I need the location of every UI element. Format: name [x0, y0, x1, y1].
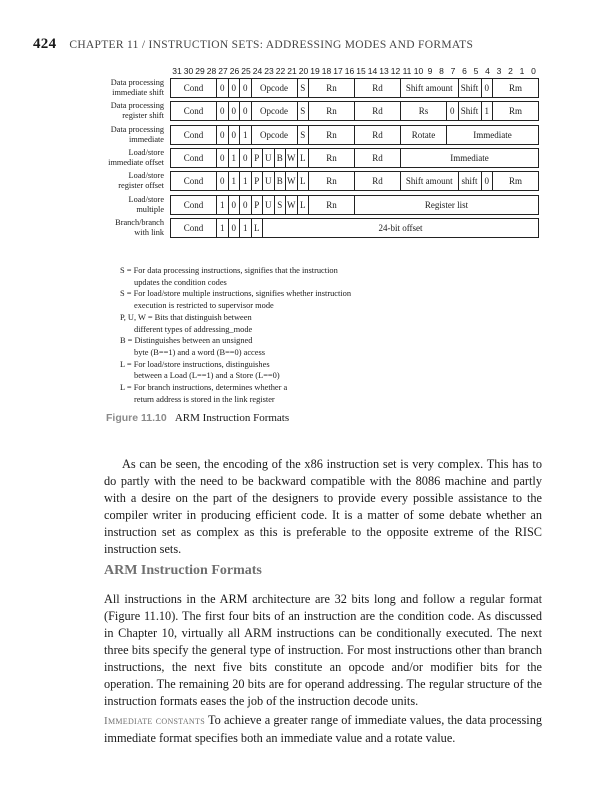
format-field: S	[297, 101, 310, 121]
format-field: 0	[228, 195, 241, 215]
bit-number: 23	[264, 66, 274, 76]
format-field: Rd	[354, 148, 401, 168]
legend-entry: P, U, W = Bits that distinguish between	[120, 312, 252, 322]
body-paragraph-2: All instructions in the ARM architecture are 32 bits long and follow a regular format (Figure 11.10). The first four bits of an instruction are the condition code. As discussed in Chapter 10, virtually all ARM instructions can be conditionally executed. The next three bits specify the general type of instruction. For most instructions other than branch instructions, the next five bits constitute an opcode and/or modifier bits for the operation. The remaining 20 bits are for operand addressing. The regular structure of the instruction formats eases the job of the instruction decode units.	[104, 592, 542, 708]
format-field: U	[262, 195, 275, 215]
bit-number: 5	[473, 66, 479, 76]
format-field: U	[262, 148, 275, 168]
format-field: Opcode	[251, 78, 298, 98]
format-field: 1	[216, 195, 229, 215]
format-field: 1	[239, 218, 252, 238]
format-field: 0	[228, 218, 241, 238]
format-field: Cond	[170, 78, 217, 98]
format-field: 1	[481, 101, 494, 121]
bit-number-ruler	[171, 66, 541, 76]
format-field: 0	[228, 125, 241, 145]
bit-number: 24	[252, 66, 263, 76]
format-fields	[170, 171, 539, 191]
format-field: 0	[216, 125, 229, 145]
format-field: Shift amount	[400, 171, 459, 191]
body-paragraph-1: As can be seen, the encoding of the x86 instruction set is very complex. This has to do partly with the need to be backward compatible with the 8086 machine and partly with a desire on the part of the designers to provide every possible assistance to the compiler writer in producing efficient code. It is a matter of some debate whether an instruction set as complex as this is preferable to the opposite extreme of the RISC instruction sets.	[104, 457, 542, 556]
format-label-line: Data processing	[110, 124, 164, 134]
format-field: Immediate	[446, 125, 539, 145]
format-label-line: Branch/branch	[115, 217, 164, 227]
format-field: Register list	[354, 195, 539, 215]
bit-number: 15	[356, 66, 366, 76]
format-field: Rn	[308, 171, 355, 191]
bit-number: 13	[379, 66, 389, 76]
format-field: Rn	[308, 195, 355, 215]
format-label	[30, 195, 164, 215]
format-label-line: multiple	[136, 204, 164, 214]
legend-entry-continuation: return address is stored in the link register	[134, 394, 275, 404]
format-field: 0	[216, 78, 229, 98]
bit-number: 16	[344, 66, 355, 76]
format-label	[30, 101, 164, 121]
format-field: Rm	[492, 171, 539, 191]
legend-entry: L = For branch instructions, determines whether a	[120, 383, 288, 393]
format-field: Immediate	[400, 148, 539, 168]
bit-number: 10	[413, 66, 424, 76]
format-label	[30, 125, 164, 145]
bit-number: 3	[496, 66, 502, 76]
format-field: 0	[216, 148, 229, 168]
legend-entry: S = For load/store multiple instructions, signifies whether instruction	[120, 289, 352, 299]
bit-number: 21	[287, 66, 297, 76]
format-field: shift	[458, 171, 482, 191]
format-field: L	[251, 218, 264, 238]
format-field: P	[251, 195, 264, 215]
format-field: 1	[228, 148, 241, 168]
format-field: 0	[239, 195, 252, 215]
format-field: 0	[239, 101, 252, 121]
format-field: P	[251, 171, 264, 191]
format-fields	[170, 148, 539, 168]
format-label-line: Data processing	[110, 101, 164, 111]
format-field: Rn	[308, 148, 355, 168]
format-field: 0	[481, 171, 494, 191]
format-field: Shift	[458, 78, 482, 98]
bit-number: 18	[321, 66, 332, 76]
bit-number: 7	[450, 66, 456, 76]
format-field: Rm	[492, 101, 539, 121]
format-field: 1	[239, 171, 252, 191]
format-field: W	[285, 148, 298, 168]
bit-number: 30	[183, 66, 194, 76]
page-number: 424	[33, 36, 57, 52]
bit-number: 0	[531, 66, 536, 76]
format-label	[30, 171, 164, 191]
format-field: Cond	[170, 195, 217, 215]
format-field: B	[274, 171, 287, 191]
format-label-line: Load/store	[128, 147, 164, 157]
format-label-line: register offset	[118, 181, 164, 191]
format-field: 1	[239, 125, 252, 145]
format-field: Cond	[170, 125, 217, 145]
format-field: 1	[216, 218, 229, 238]
inline-heading: Immediate constants	[104, 715, 205, 727]
format-fields	[170, 218, 539, 238]
bit-number: 6	[462, 66, 467, 76]
format-field: Cond	[170, 148, 217, 168]
format-field: Rn	[308, 101, 355, 121]
legend-entry-continuation: different types of addressing_mode	[134, 324, 253, 334]
format-field: S	[274, 195, 287, 215]
format-label-line: Load/store	[128, 171, 164, 181]
bit-number: 17	[333, 66, 343, 76]
format-field: Shift amount	[400, 78, 459, 98]
format-label	[30, 78, 164, 98]
bit-number: 4	[485, 66, 490, 76]
format-field: Rd	[354, 78, 401, 98]
bit-number: 8	[439, 66, 444, 76]
bit-number: 20	[298, 66, 309, 76]
format-field: 0	[216, 101, 229, 121]
section-heading: ARM Instruction Formats	[104, 563, 262, 578]
format-label-line: immediate offset	[108, 157, 164, 167]
format-field: S	[297, 125, 310, 145]
format-field: 0	[228, 78, 241, 98]
format-field: P	[251, 148, 264, 168]
bit-number: 9	[427, 66, 433, 76]
bit-number: 11	[402, 66, 412, 76]
format-field: B	[274, 148, 287, 168]
bit-number: 28	[206, 66, 217, 76]
format-field: L	[297, 195, 310, 215]
format-field: Rd	[354, 101, 401, 121]
format-label-line: Load/store	[128, 194, 164, 204]
bit-number: 27	[218, 66, 228, 76]
format-field: 0	[228, 101, 241, 121]
format-field: U	[262, 171, 275, 191]
format-field: S	[297, 78, 310, 98]
format-label-line: register shift	[122, 111, 164, 121]
format-field: 0	[239, 78, 252, 98]
figure-legend	[120, 265, 450, 405]
running-title: CHAPTER 11 / INSTRUCTION SETS: ADDRESSING MODES AND FORMATS	[69, 39, 474, 51]
legend-entry-continuation: execution is restricted to supervisor mode	[134, 301, 274, 311]
running-header	[33, 36, 573, 53]
paragraph-3-text: To achieve a greater range of immediate values, the data processing immediate format specifies both an immediate value and a rotate value.	[104, 713, 543, 745]
legend-entry-continuation: between a Load (L==1) and a Store (L==0)	[134, 371, 280, 381]
format-field: Rn	[308, 125, 355, 145]
format-field: Opcode	[251, 101, 298, 121]
bit-number: 31	[172, 66, 182, 76]
figure-number: Figure 11.10	[106, 412, 167, 424]
bit-number: 22	[275, 66, 286, 76]
bit-number: 2	[508, 66, 513, 76]
format-field: Rn	[308, 78, 355, 98]
legend-entry-continuation: byte (B==1) and a word (B==0) access	[134, 347, 265, 357]
figure-title: ARM Instruction Formats	[174, 412, 290, 424]
format-field: Rs	[400, 101, 447, 121]
bit-number: 1	[519, 66, 525, 76]
format-field: Rotate	[400, 125, 447, 145]
legend-entry: L = For load/store instructions, distinguishes	[120, 359, 270, 369]
format-label	[30, 148, 164, 168]
format-field: 0	[216, 171, 229, 191]
format-field: Shift	[458, 101, 482, 121]
format-fields	[170, 101, 539, 121]
format-fields	[170, 78, 539, 98]
bit-number: 29	[195, 66, 205, 76]
format-field: 24-bit offset	[262, 218, 539, 238]
format-field: Rd	[354, 171, 401, 191]
bit-number: 19	[310, 66, 320, 76]
bit-number: 25	[241, 66, 251, 76]
format-field: W	[285, 171, 298, 191]
format-fields	[170, 125, 539, 145]
figure-caption	[106, 412, 289, 424]
body-paragraph-3	[104, 712, 542, 747]
format-fields	[170, 195, 539, 215]
bit-number: 26	[229, 66, 240, 76]
format-field: Opcode	[251, 125, 298, 145]
format-label	[30, 218, 164, 238]
format-label-line: immediate	[128, 134, 164, 144]
legend-entry-continuation: updates the condition codes	[134, 277, 227, 287]
format-field: Cond	[170, 101, 217, 121]
format-label-line: Data processing	[110, 78, 164, 87]
format-field: Cond	[170, 171, 217, 191]
bit-number: 12	[390, 66, 401, 76]
format-label-line: with link	[134, 227, 164, 237]
format-field: Cond	[170, 218, 217, 238]
legend-entry: S = For data processing instructions, signifies that the instruction	[120, 266, 338, 275]
format-field: W	[285, 195, 298, 215]
format-field: L	[297, 148, 310, 168]
format-field: 1	[228, 171, 241, 191]
format-field: 0	[446, 101, 459, 121]
format-label-line: immediate shift	[112, 88, 164, 97]
format-field: 0	[481, 78, 494, 98]
legend-entry: B = Distinguishes between an unsigned	[120, 336, 253, 346]
format-field: Rd	[354, 125, 401, 145]
format-field: 0	[239, 148, 252, 168]
format-field: L	[297, 171, 310, 191]
bit-number: 14	[367, 66, 378, 76]
format-field: Rm	[492, 78, 539, 98]
